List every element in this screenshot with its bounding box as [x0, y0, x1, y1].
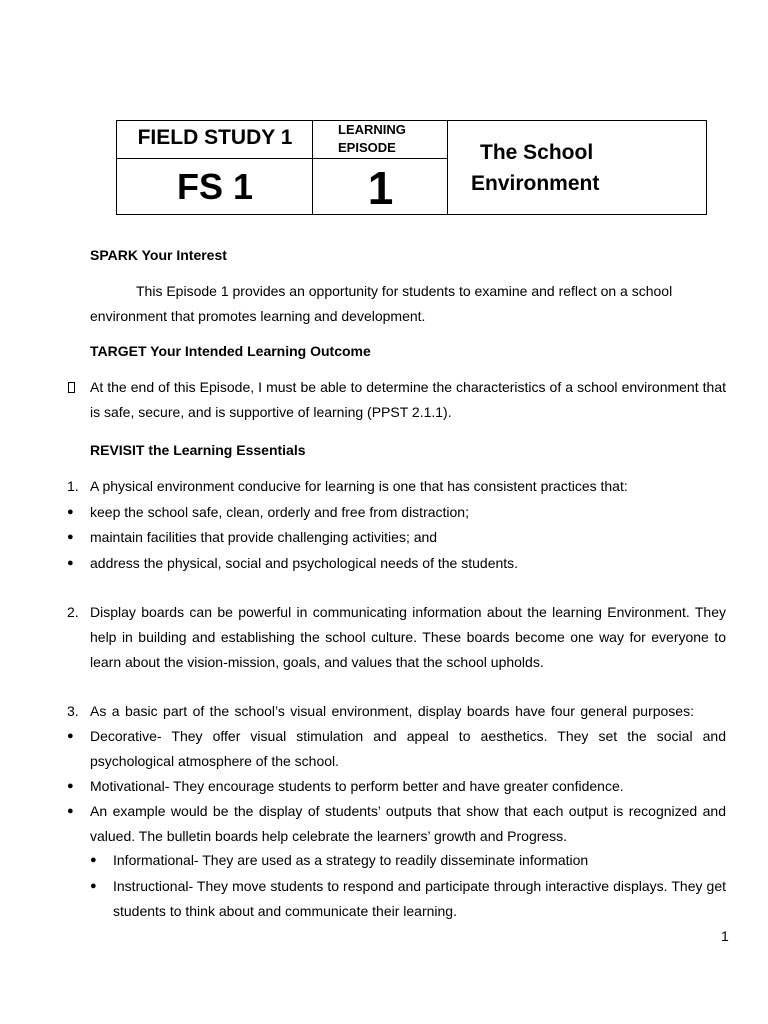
bullet-icon: ● [90, 854, 97, 866]
bullet-icon: ● [67, 780, 74, 792]
checkbox-icon [68, 382, 75, 393]
bullet-icon: ● [67, 506, 74, 518]
bullet-icon: ● [90, 880, 97, 892]
item3-bullet: Motivational- They encourage students to perform better and have greater confidence. [90, 778, 624, 794]
item3-sub-bullet: Instructional- They move students to respond and participate through interactive displays. They get students to think about and communicate their learning. [113, 878, 726, 919]
bullet-icon: ● [67, 730, 74, 742]
item3-bullet: Decorative- They offer visual stimulation and appeal to aesthetics. They set the social and psychological atmosphere of the school. [90, 728, 726, 769]
spark-heading: SPARK Your Interest [90, 247, 227, 263]
spark-paragraph-line-1: This Episode 1 provides an opportunity for students to examine and reflect on a school [136, 283, 673, 299]
learning-episode-label: LEARNING EPISODE [338, 122, 406, 155]
item1-bullet: keep the school safe, clean, orderly and free from distraction; [90, 504, 469, 520]
item1-bullet: address the physical, social and psychological needs of the students. [90, 555, 519, 571]
item3-bullet: An example would be the display of students’ outputs that show that each output is recognized and valued. The bulletin boards help celebrate the learners’ growth and Progress. [90, 803, 726, 844]
item3-sub-bullet: Informational- They are used as a strategy to readily disseminate information [113, 852, 589, 868]
item3-text: As a basic part of the school’s visual environment, display boards have four general purposes: [90, 703, 694, 719]
list-number: 1. [67, 478, 79, 494]
page-number: 1 [721, 928, 729, 944]
spark-paragraph-line-2: environment that promotes learning and development. [90, 308, 426, 324]
field-study-code: FS 1 [176, 166, 254, 207]
item1-bullet: maintain facilities that provide challenging activities; and [90, 529, 438, 545]
list-number: 3. [67, 703, 79, 719]
episode-title: The School Environment [471, 141, 600, 195]
revisit-heading: REVISIT the Learning Essentials [90, 442, 306, 458]
bullet-icon: ● [67, 557, 74, 569]
table-divider [117, 158, 447, 159]
target-heading: TARGET Your Intended Learning Outcome [90, 343, 371, 359]
bullet-icon: ● [67, 805, 74, 817]
episode-number: 1 [367, 162, 394, 214]
bullet-icon: ● [67, 531, 74, 543]
list-number: 2. [67, 604, 79, 620]
episode-header-table [116, 120, 707, 215]
target-outcome-text: At the end of this Episode, I must be able to determine the characteristics of a school environment that is safe, secure, and is supportive of learning (PPST 2.1.1). [90, 379, 726, 420]
item1-text: A physical environment conducive for learning is one that has consistent practices that: [90, 478, 628, 494]
item2-text: Display boards can be powerful in communicating information about the learning Environment. They help in building and establishing the school culture. These boards become one way for everyone to learn about the vision-mission, goals, and values that the school upholds. [90, 604, 726, 670]
field-study-title: FIELD STUDY 1 [137, 126, 293, 149]
